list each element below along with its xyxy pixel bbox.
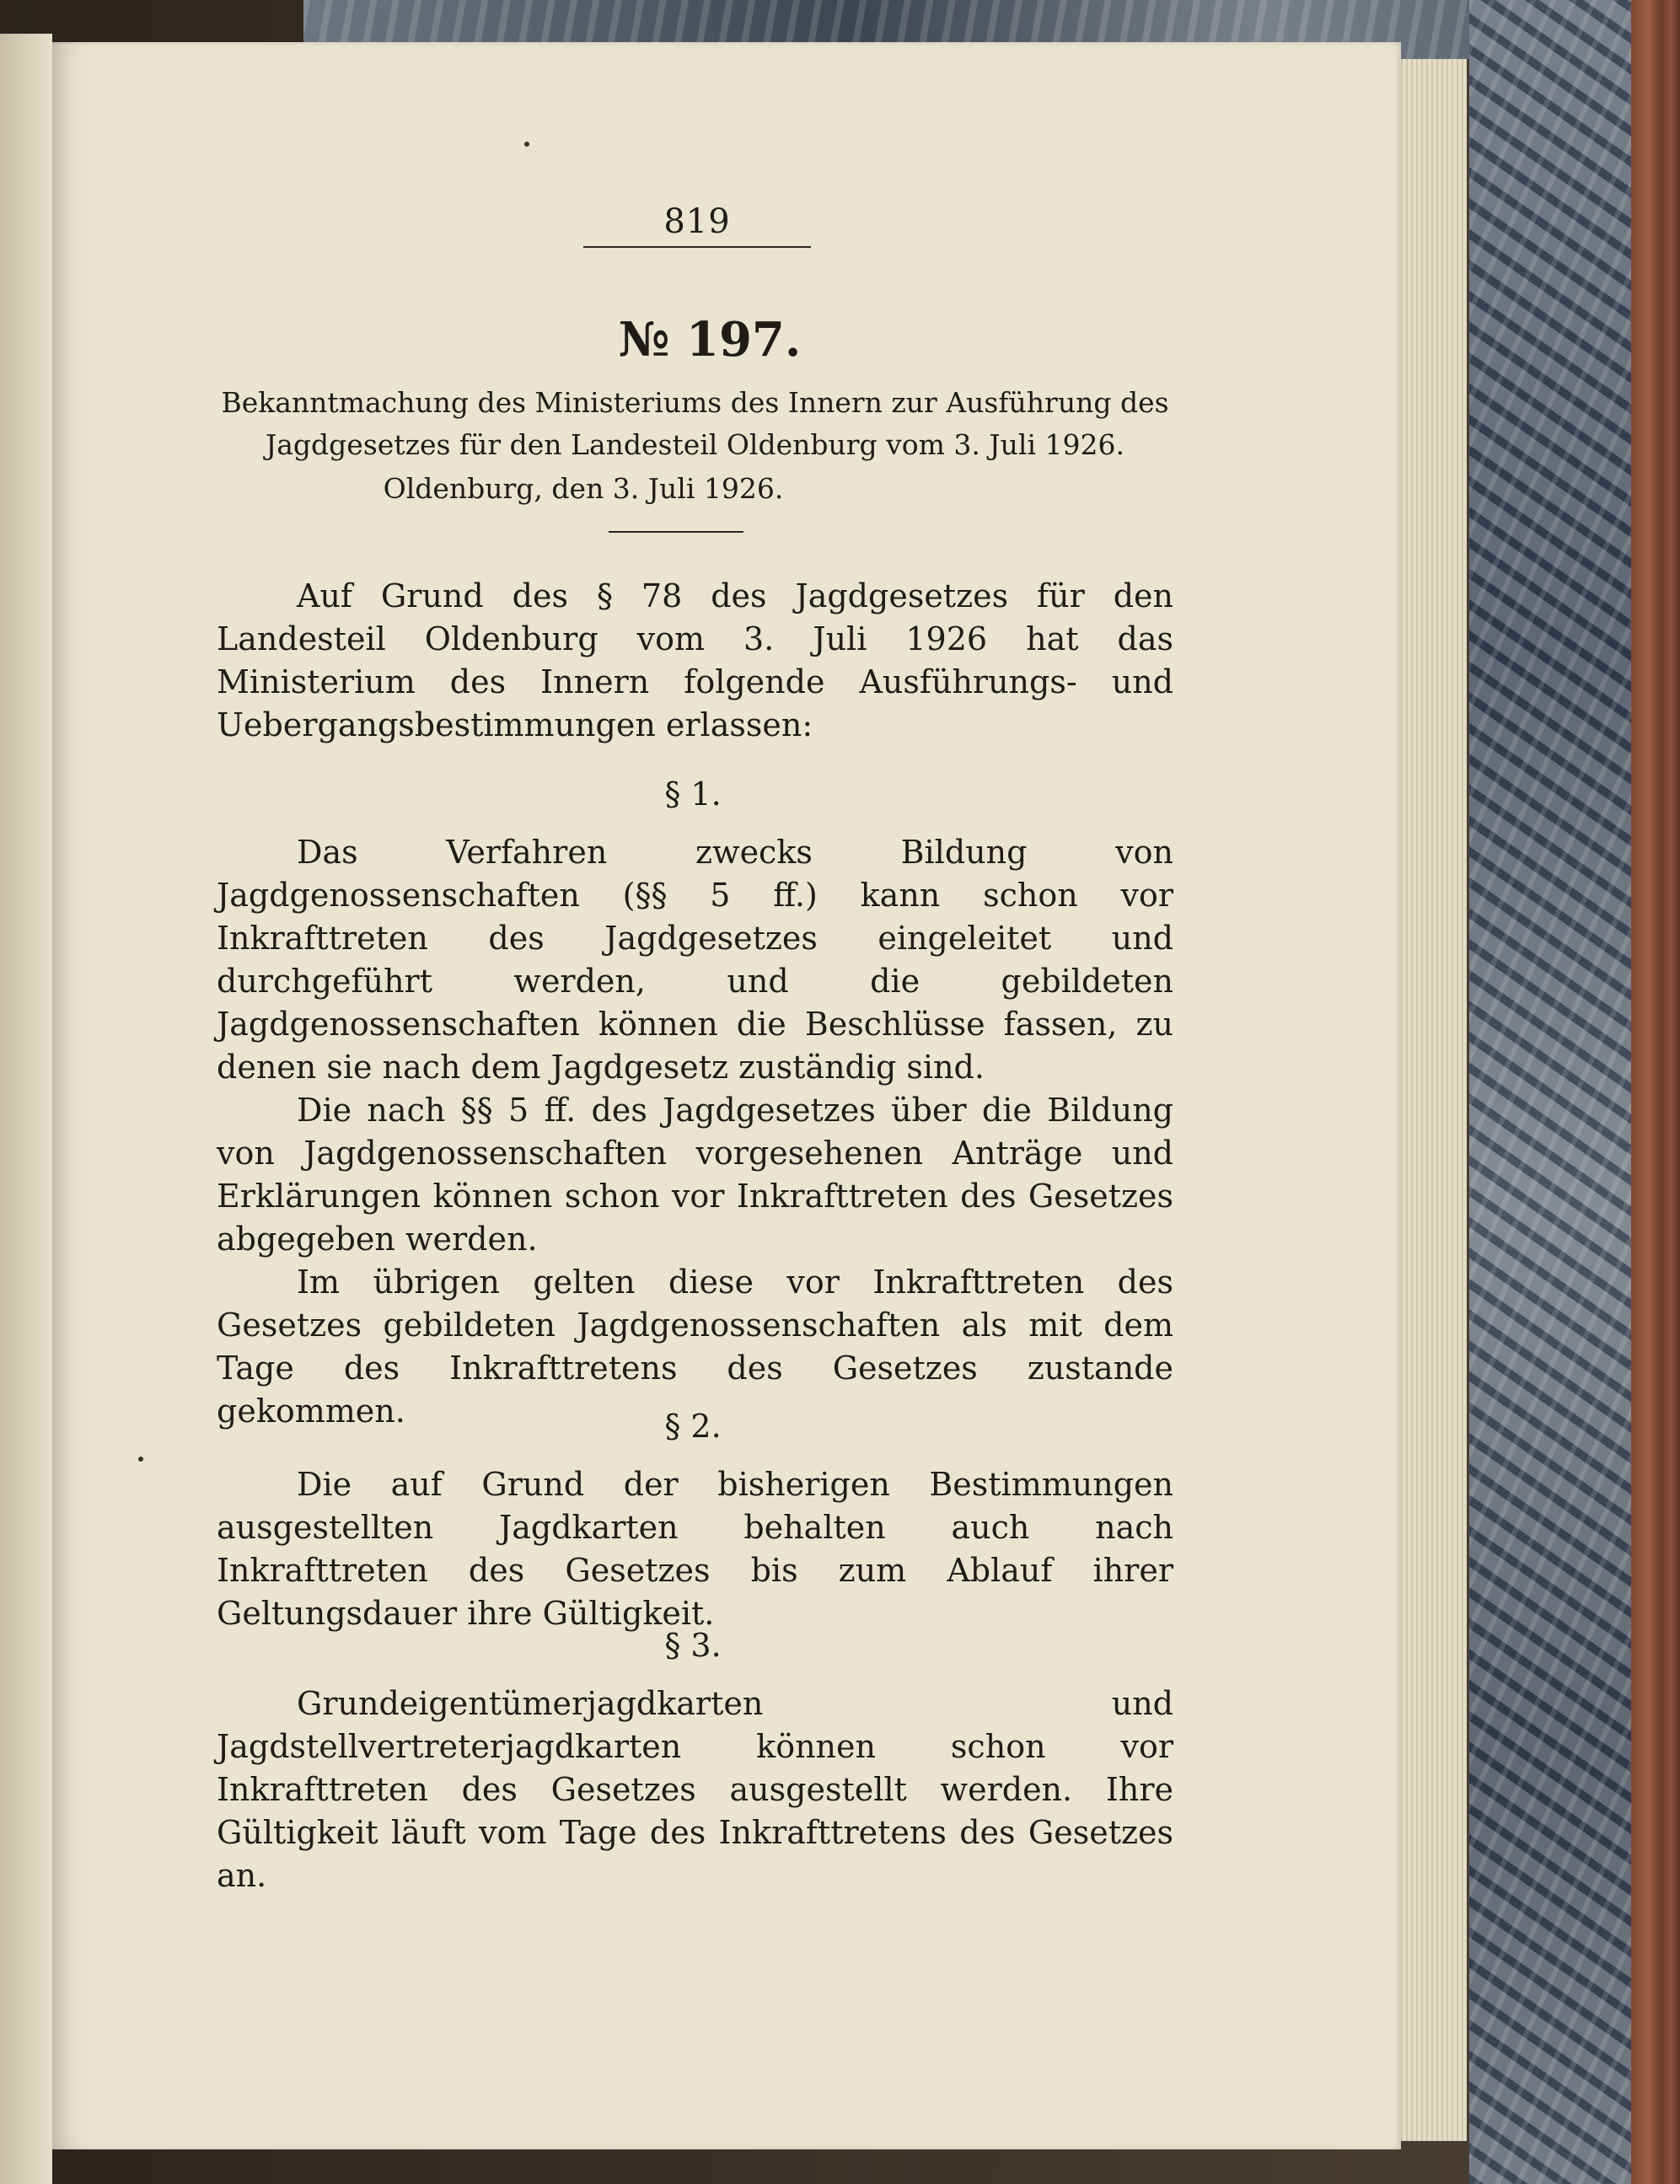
page-number: 819	[663, 202, 731, 241]
section-1-body	[217, 831, 1173, 1433]
subtitle-line-2: Jagdgesetzes für den Landesteil Oldenburg vom 3. Juli 1926.	[266, 428, 1124, 461]
section-heading-2: § 2.	[664, 1408, 722, 1445]
intro-text: Auf Grund des § 78 des Jagdgesetzes für den Landesteil Oldenburg vom 3. Juli 1926 hat das Ministerium des Innern folgende Ausführungs- und Uebergangsbestimmungen erlassen:	[217, 577, 1173, 743]
section-1-paragraph-2: Die nach §§ 5 ff. des Jagdgesetzes über die Bildung von Jagdgenossenschaften vorgesehenen Anträge und Erklärungen können schon vor Inkrafttreten des Gesetzes abgegeben werden.	[217, 1092, 1173, 1258]
leather-edge	[1631, 0, 1661, 2184]
title-rule	[609, 531, 743, 533]
section-heading-3: § 3.	[664, 1627, 722, 1664]
section-1-paragraph-1: Das Verfahren zwecks Bildung von Jagdgenossenschaften (§§ 5 ff.) kann schon vor Inkrafttreten des Jagdgesetzes eingeleitet und durchgeführt werden, und die gebildeten Jagdgenossenschaften können die Beschlüsse fassen, zu denen sie nach dem Jagdgesetz zuständig sind.	[217, 834, 1173, 1086]
page-number-rule	[583, 246, 811, 248]
place-date: Oldenburg, den 3. Juli 1926.	[383, 472, 784, 505]
facing-page-edge	[0, 34, 52, 2184]
intro-paragraph	[217, 575, 1173, 747]
ink-speck	[524, 142, 529, 147]
section-heading-1: § 1.	[664, 775, 722, 813]
section-3-paragraph-1: Grundeigentümerjagdkarten und Jagdstellvertreterjagdkarten können schon vor Inkrafttreten des Gesetzes ausgestellt werden. Ihre Gültigkeit läuft vom Tage des Inkrafttretens des Gesetzes an.	[217, 1685, 1173, 1894]
section-1-paragraph-3: Im übrigen gelten diese vor Inkrafttreten des Gesetzes gebildeten Jagdgenossenschaften als mit dem Tage des Inkrafttretens des Gesetzes zustande gekommen.	[217, 1264, 1173, 1430]
document-number: № 197.	[618, 312, 802, 368]
section-3-body	[217, 1682, 1173, 1897]
subtitle-line-1: Bekanntmachung des Ministeriums des Innern zur Ausführung des	[221, 386, 1169, 419]
book-page	[52, 42, 1401, 2149]
spine-edge	[1661, 0, 1680, 2184]
section-2-paragraph-1: Die auf Grund der bisherigen Bestimmungen ausgestellten Jagdkarten behalten auch nach Inkrafttreten des Gesetzes bis zum Ablauf ihrer Geltungsdauer ihre Gültigkeit.	[217, 1466, 1173, 1632]
section-2-body	[217, 1463, 1173, 1635]
ink-speck	[138, 1457, 143, 1462]
